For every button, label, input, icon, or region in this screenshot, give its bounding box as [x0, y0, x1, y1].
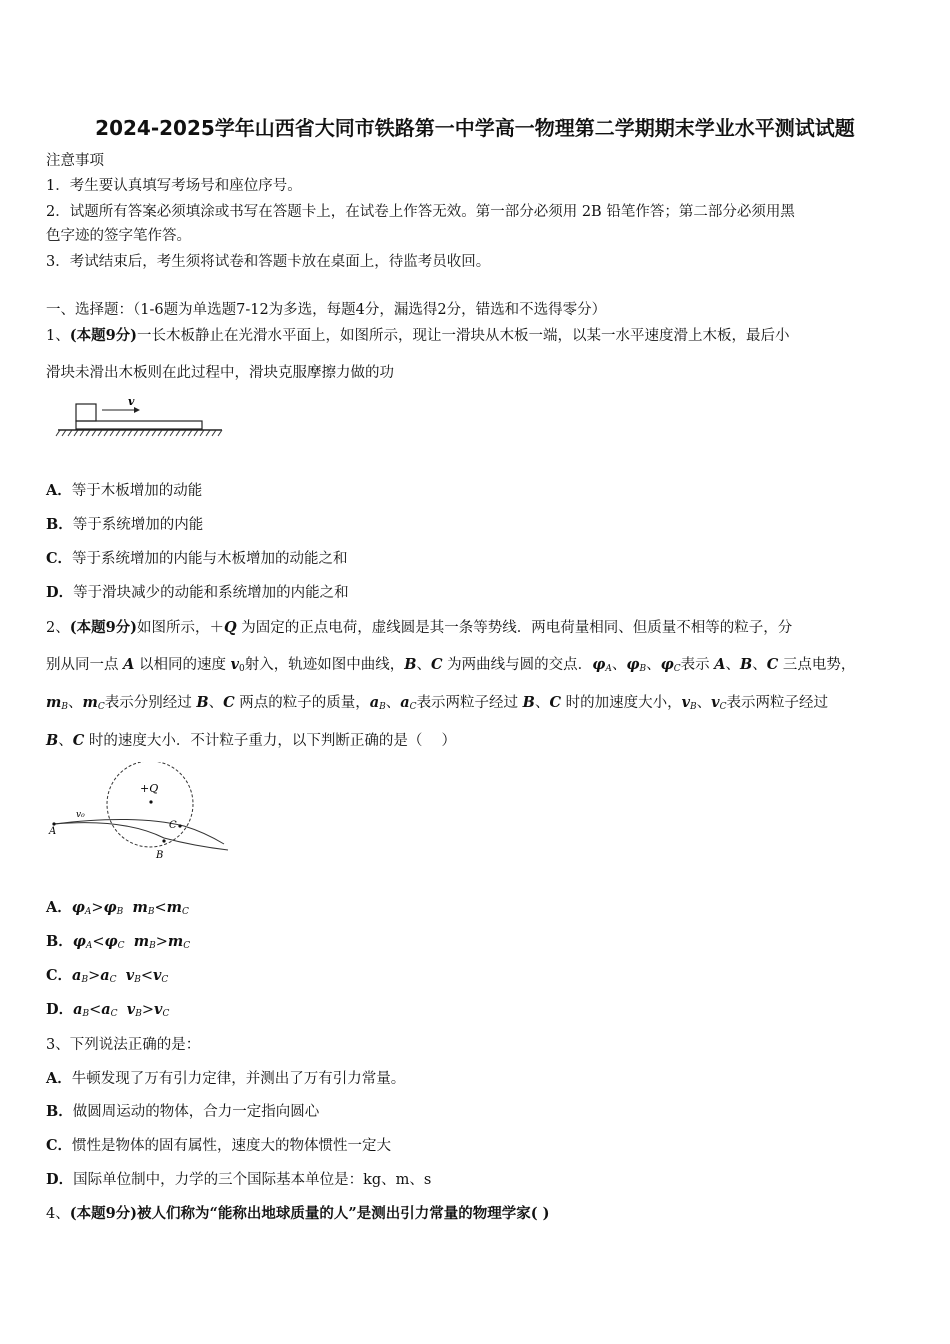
- long-board: [76, 421, 202, 429]
- question-tag: (本题9分): [69, 327, 138, 344]
- option-c: C．惯性是物体的固有属性，速度大的物体惯性一定大: [46, 1137, 392, 1154]
- question-3-stem: 3、下列说法正确的是：: [46, 1037, 201, 1053]
- question-2-line3: $m_B$、$m_C$表示分别经过 B、C 两点的粒子的质量，$a_B$、$a_C$表示两粒子经过 B、C 时的加速度大小，$v_B$、$v_C$表示两粒子经过: [46, 694, 828, 712]
- question-1-line1: [46, 325, 908, 347]
- velocity-label: v: [128, 395, 135, 408]
- question-number: 2、: [46, 620, 70, 636]
- option-b: B．等于系统增加的内能: [46, 516, 204, 533]
- board-slider-figure: [54, 394, 229, 444]
- question-2-line2: 别从同一点 A 以相同的速度 $v_0$射入，轨迹如图中曲线，B、C 为两曲线与圆的交点．$\varphi_A$、$\varphi_B$、$\varphi_C$表示 A、B、C 三点电势，: [46, 656, 856, 674]
- point-b: [162, 839, 165, 842]
- option-c: C．等于系统增加的内能与木板增加的动能之和: [46, 550, 348, 567]
- question-4-stem: [46, 1203, 908, 1225]
- question-number: 1、: [46, 328, 70, 344]
- option-c: C．$a_B>a_C$ $v_B<v_C$: [46, 967, 169, 985]
- option-d: D．国际单位制中，力学的三个国际基本单位是：kg、m、s: [46, 1171, 432, 1188]
- option-d: D．$a_B<a_C$ $v_B>v_C$: [46, 1001, 170, 1019]
- question-number: 4、: [46, 1206, 70, 1222]
- point-b-label: B: [156, 850, 164, 861]
- point-c-label: C: [169, 820, 177, 831]
- question-text: 一长木板静止在光滑水平面上，如图所示，现让一滑块从木板一端，以某一水平速度滑上木板，最后小: [137, 328, 790, 344]
- charge-trajectory-figure: [44, 762, 234, 864]
- question-tag: (本题9分): [69, 619, 138, 636]
- notice-heading: 注意事项: [46, 153, 104, 169]
- slider-block: [76, 404, 96, 421]
- question-text: 被人们称为“能称出地球质量的人”是测出引力常量的物理学家( ): [137, 1205, 550, 1222]
- question-1-line2: 滑块未滑出木板则在此过程中，滑块克服摩擦力做的功: [46, 365, 394, 381]
- initial-velocity-label: v₀: [76, 810, 85, 820]
- option-b: B．做圆周运动的物体，合力一定指向圆心: [46, 1103, 320, 1120]
- question-2-line4: B、C 时的速度大小．不计粒子重力，以下判断正确的是（ ）: [46, 732, 457, 749]
- notice-item: 色字迹的签字笔作答。: [46, 228, 191, 244]
- charge-label: +Q: [140, 782, 159, 795]
- notice-item: 2．试题所有答案必须填涂或书写在答题卡上，在试卷上作答无效。第一部分必须用 2B 铅笔作答；第二部分必须用黑: [46, 204, 795, 220]
- ground-hatch: [56, 430, 222, 436]
- option-a: A．$\varphi_A>\varphi_B$ $m_B<m_C$: [46, 899, 189, 917]
- page-title: 2024-2025学年山西省大同市铁路第一中学高一物理第二学期期末学业水平测试试题: [95, 116, 855, 140]
- point-c: [178, 824, 181, 827]
- option-a: A．牛顿发现了万有引力定律，并测出了万有引力常量。: [46, 1070, 406, 1087]
- section-heading: 一、选择题：（1-6题为单选题7-12为多选，每题4分，漏选得2分，错选和不选得零分）: [46, 302, 607, 318]
- question-2-line1: 2、(本题9分)如图所示，＋Q 为固定的正点电荷，虚线圆是其一条等势线．两电荷量相同、但质量不相等的粒子，分: [46, 619, 793, 636]
- question-tag: (本题9分): [69, 1205, 138, 1222]
- option-a: A．等于木板增加的动能: [46, 482, 203, 499]
- option-b: B．$\varphi_A<\varphi_C$ $m_B>m_C$: [46, 933, 191, 951]
- equipotential-circle: [107, 762, 193, 847]
- notice-item: 1．考生要认真填写考场号和座位序号。: [46, 178, 302, 194]
- point-a-label: A: [49, 826, 57, 837]
- charge-dot: [149, 800, 152, 803]
- option-d: D．等于滑块减少的动能和系统增加的内能之和: [46, 584, 349, 601]
- notice-item: 3．考试结束后，考生须将试卷和答题卡放在桌面上，待监考员收回。: [46, 254, 491, 270]
